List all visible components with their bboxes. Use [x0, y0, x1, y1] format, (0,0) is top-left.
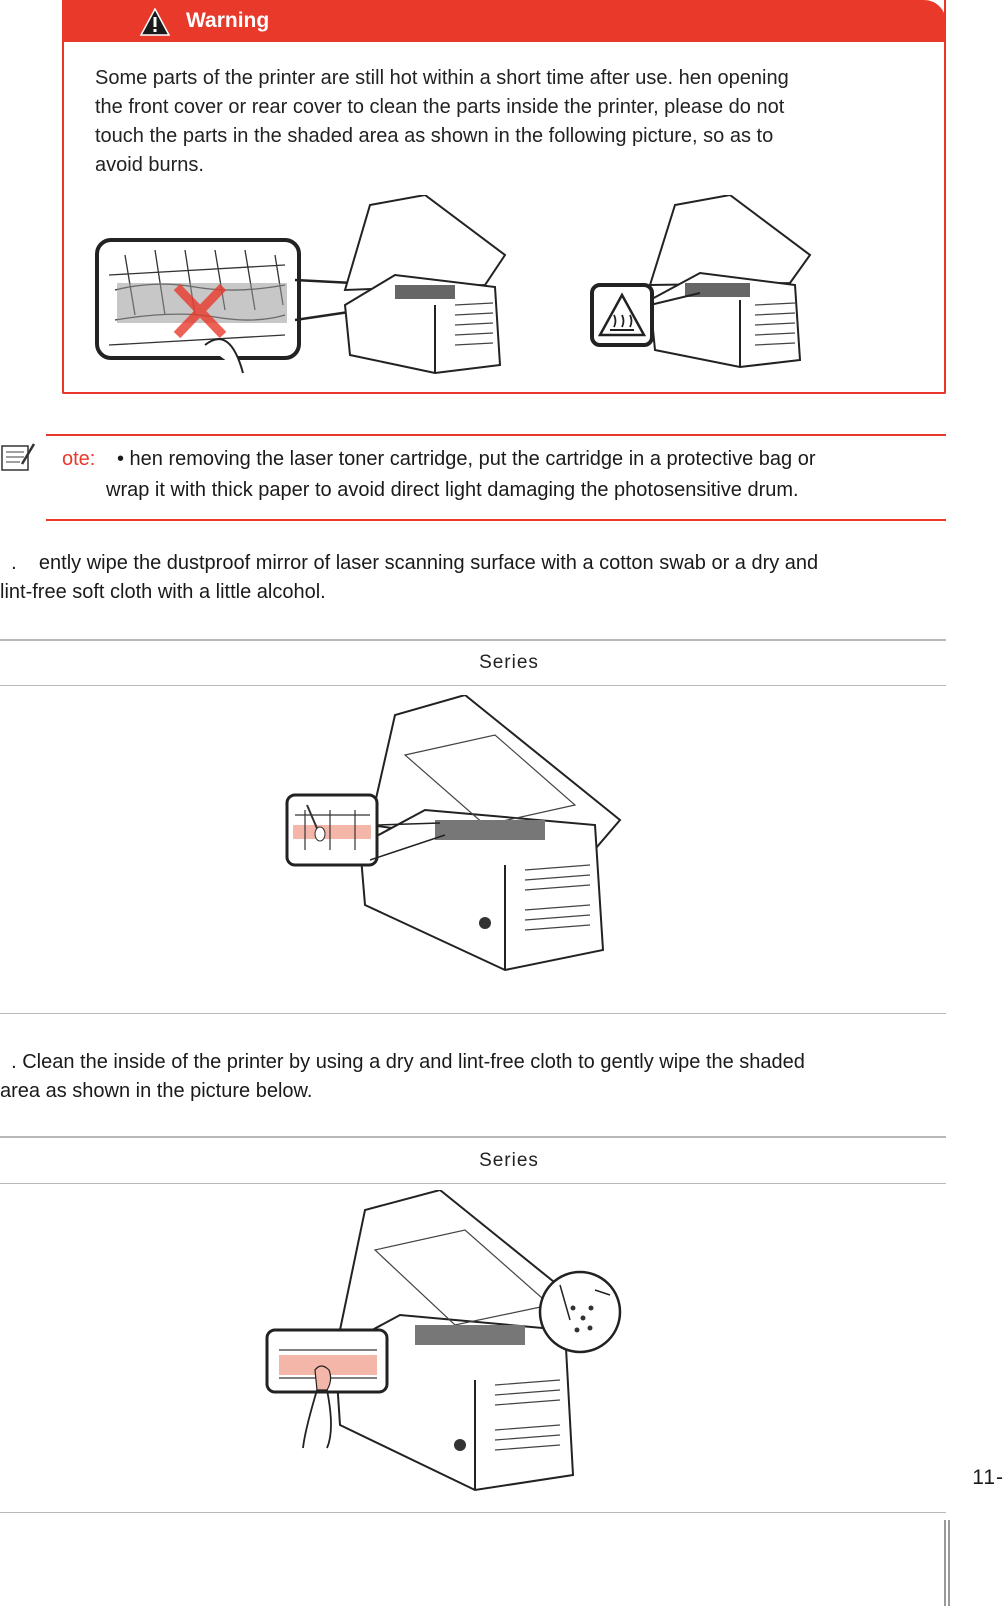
warning-triangle-icon	[140, 8, 170, 36]
warning-line: touch the parts in the shaded area as shown in the following picture, so as to	[95, 125, 774, 147]
page-edge-bar	[944, 1520, 950, 1606]
figure-rule	[0, 685, 946, 686]
figure-rule	[0, 1183, 946, 1184]
step-line: . ently wipe the dustproof mirror of laser scanning surface with a cotton swab or a dry and	[0, 552, 819, 574]
note-text: wrap it with thick paper to avoid direct light damaging the photosensitive drum.	[106, 479, 799, 501]
figure-rule	[0, 1512, 946, 1513]
figure-rule	[0, 1013, 946, 1014]
note-rule-top	[46, 434, 946, 436]
warning-title: Warning	[186, 9, 270, 32]
warning-illustration-right	[590, 195, 830, 375]
warning-line: Some parts of the printer are still hot within a short time after use. hen opening	[95, 67, 789, 89]
note-pad-icon	[0, 440, 36, 472]
step-paragraph	[0, 549, 944, 607]
step-line: . Clean the inside of the printer by using a dry and lint-free cloth to gently wipe the shaded	[0, 1051, 805, 1073]
warning-illustration-left	[95, 195, 535, 385]
step-paragraph	[0, 1048, 944, 1106]
figure-caption: Series	[479, 1150, 539, 1171]
note-text: • hen removing the laser toner cartridge, put the cartridge in a protective bag or	[117, 448, 816, 470]
page-number: 11-	[972, 1466, 1004, 1489]
hot-surface-icon	[592, 285, 652, 345]
note-label: ote:	[62, 448, 96, 470]
figure-2-printer-illustration	[265, 1190, 645, 1495]
warning-text	[95, 64, 925, 180]
warning-line: the front cover or rear cover to clean the parts inside the printer, please do not	[95, 96, 785, 118]
step-line: area as shown in the picture below.	[0, 1080, 313, 1102]
figure-rule	[0, 1136, 946, 1138]
step-line: lint-free soft cloth with a little alcohol.	[0, 581, 326, 603]
figure-1-printer-illustration	[285, 695, 645, 975]
figure-caption: Series	[479, 652, 539, 673]
figure-rule	[0, 639, 946, 641]
warning-line: avoid burns.	[95, 154, 204, 176]
note-rule-bottom	[46, 519, 946, 521]
